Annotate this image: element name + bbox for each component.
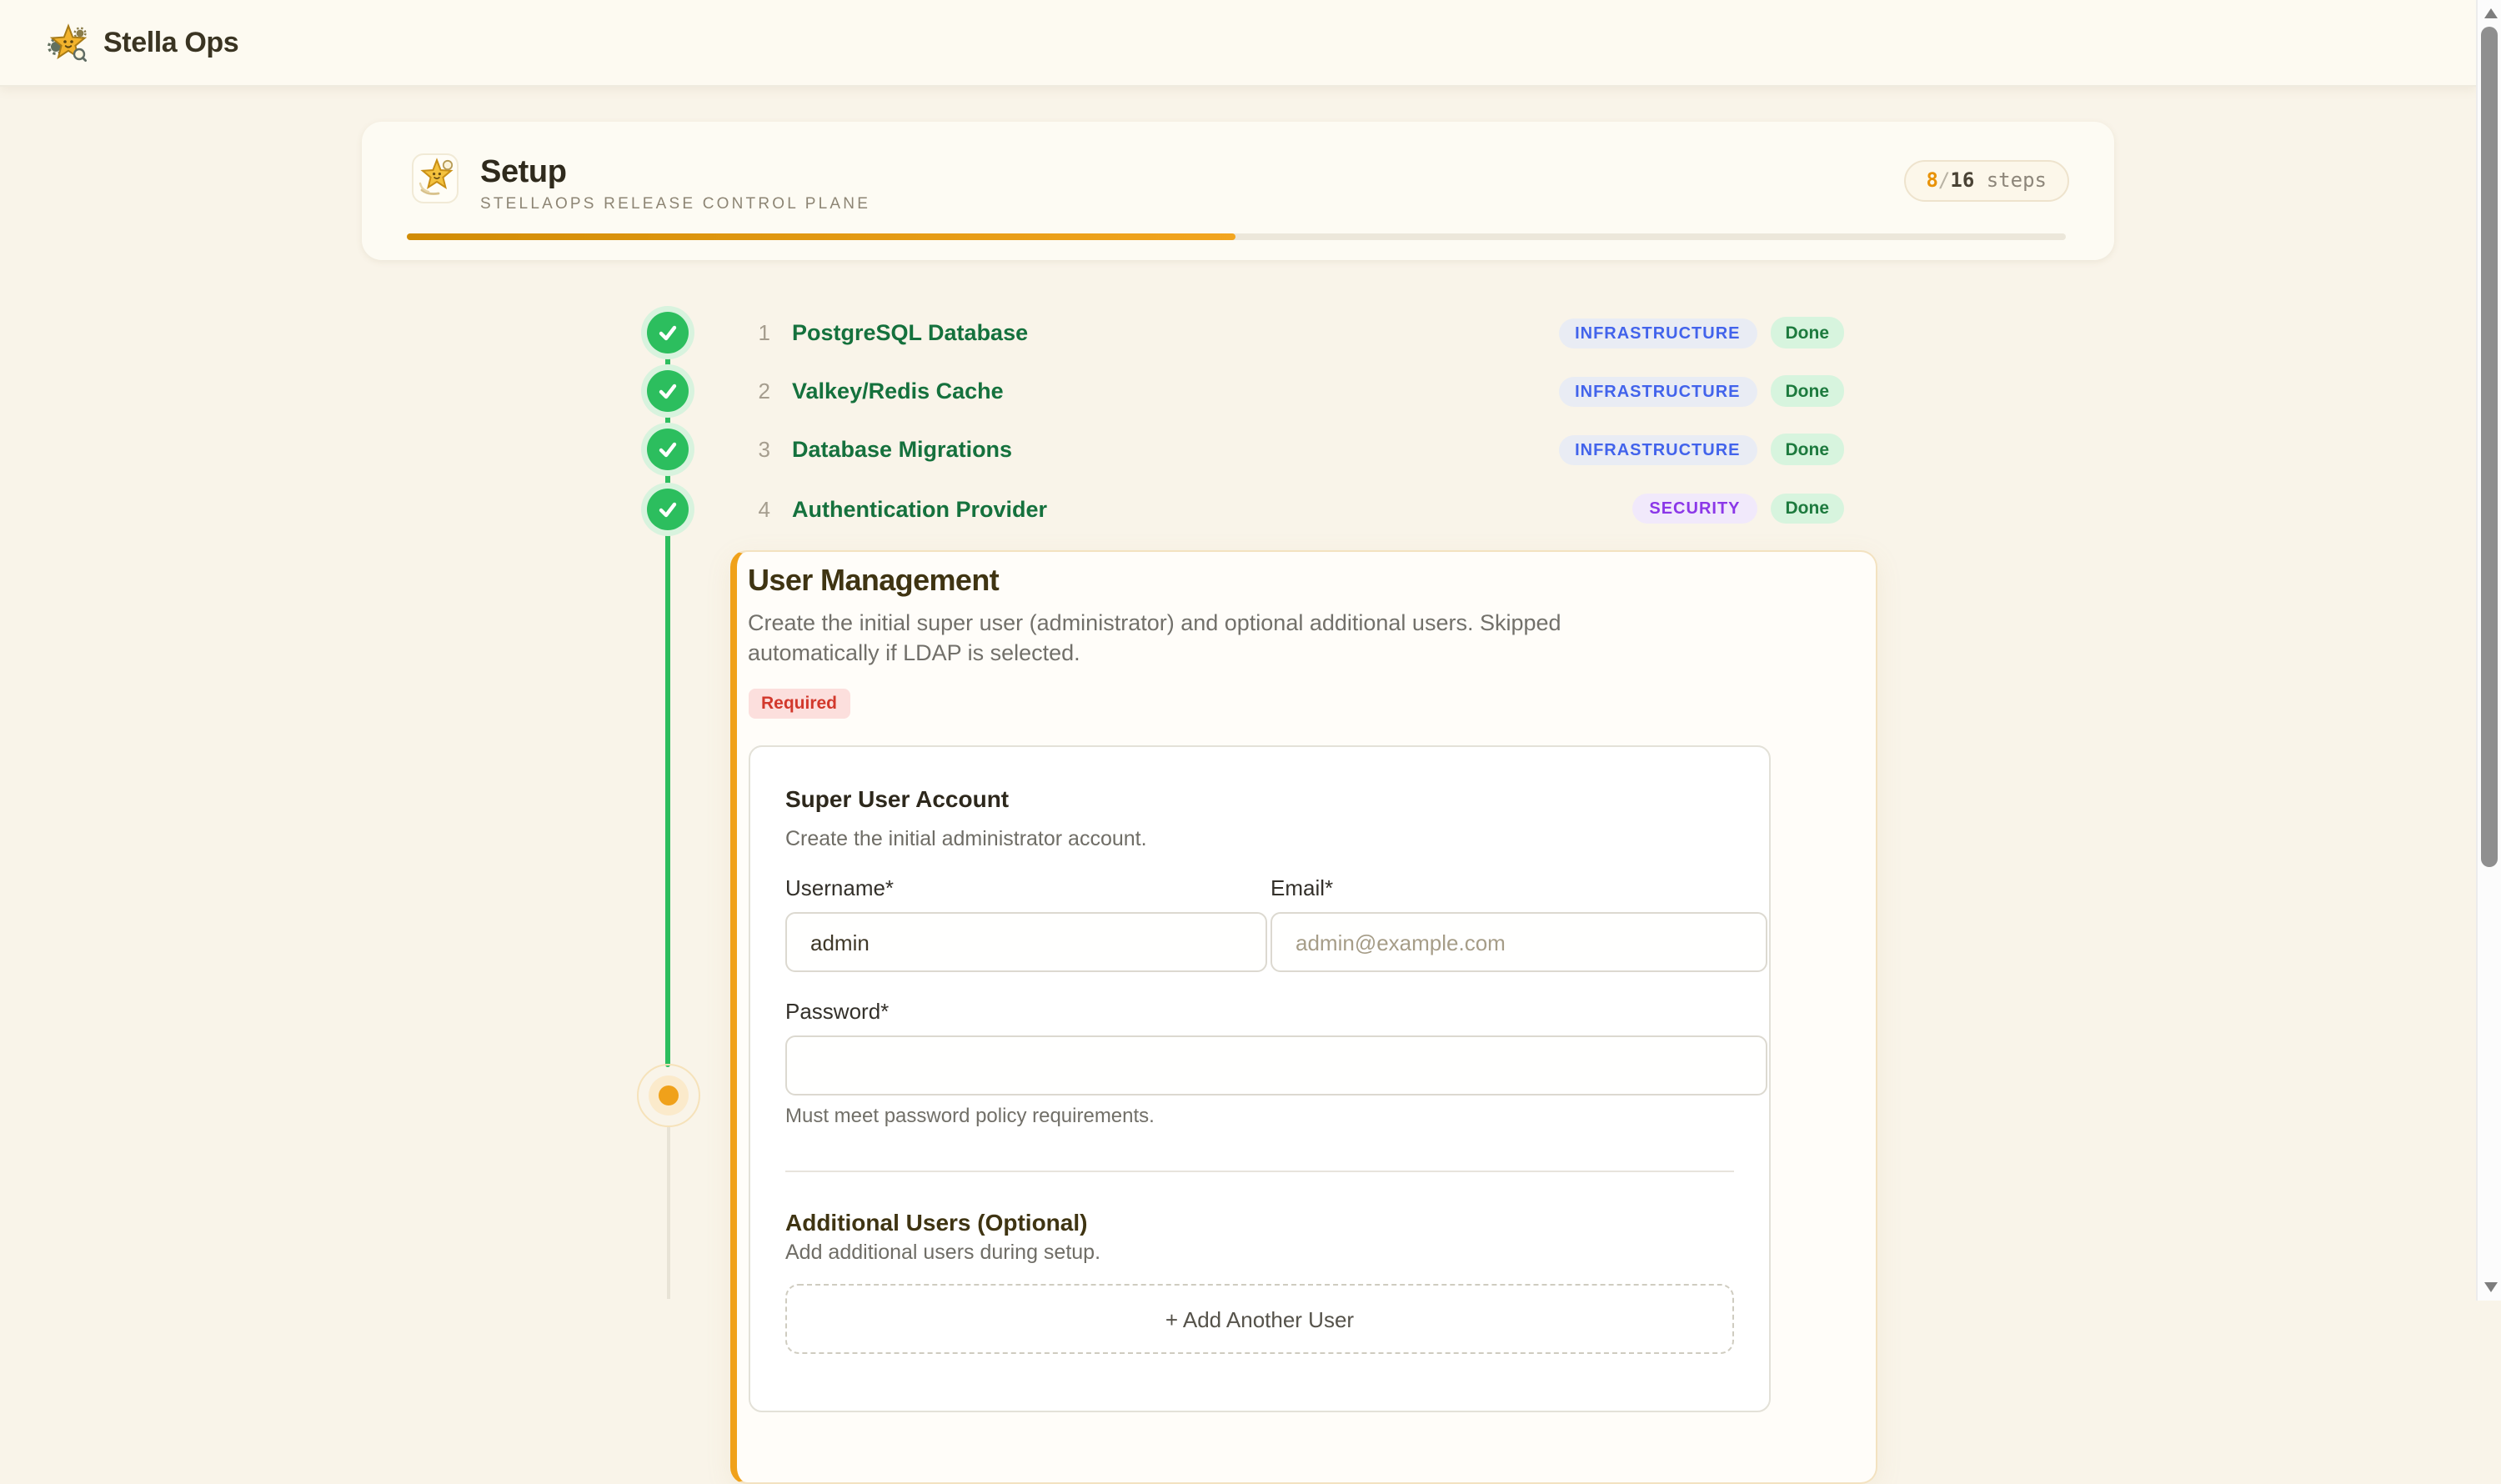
app-title: Stella Ops bbox=[103, 26, 239, 58]
super-user-title: Super User Account bbox=[785, 785, 1010, 812]
status-badge: Done bbox=[1771, 494, 1845, 524]
super-user-account-card bbox=[748, 745, 1771, 1412]
step-title[interactable]: Valkey/Redis Cache bbox=[792, 379, 1004, 404]
credentials-inputs-row bbox=[785, 912, 1769, 972]
category-badge: SECURITY bbox=[1632, 494, 1757, 524]
section-title: User Management bbox=[748, 564, 1000, 597]
step-complete-check-icon bbox=[647, 488, 689, 529]
user-management-section bbox=[730, 550, 1877, 1484]
timeline-upcoming-line bbox=[666, 1127, 670, 1299]
scrollbar-up-arrow-icon[interactable] bbox=[2483, 8, 2497, 18]
step-title[interactable]: Database Migrations bbox=[792, 437, 1013, 462]
section-description-line2: automatically if LDAP is selected. bbox=[748, 639, 1080, 664]
super-user-subtitle: Create the initial administrator account. bbox=[785, 827, 1147, 850]
section-divider bbox=[785, 1171, 1734, 1172]
section-description bbox=[748, 609, 1748, 667]
step-complete-check-icon bbox=[647, 429, 689, 470]
password-label: Password* bbox=[785, 999, 890, 1024]
step-number: 1 bbox=[758, 320, 770, 345]
step-number: 4 bbox=[758, 496, 770, 521]
step-number: 2 bbox=[758, 379, 770, 404]
status-badge: Done bbox=[1771, 318, 1845, 348]
step-title[interactable]: Authentication Provider bbox=[792, 496, 1048, 521]
step-row-postgresql-database[interactable] bbox=[640, 312, 1844, 353]
required-badge: Required bbox=[748, 689, 850, 719]
credentials-labels-row bbox=[785, 875, 1769, 900]
scrollbar-down-arrow-icon[interactable] bbox=[2483, 1281, 2497, 1291]
page-subtitle: STELLAOPS RELEASE CONTROL PLANE bbox=[480, 194, 871, 213]
step-number: 3 bbox=[758, 437, 770, 462]
current-step-marker bbox=[658, 1085, 678, 1105]
steps-suffix: steps bbox=[1974, 168, 2047, 191]
step-complete-check-icon bbox=[647, 312, 689, 353]
step-row-valkey-redis-cache[interactable] bbox=[640, 370, 1844, 412]
steps-total-count: 16 bbox=[1950, 168, 1975, 191]
category-badge: INFRASTRUCTURE bbox=[1558, 434, 1757, 464]
stella-ops-logo-icon bbox=[48, 23, 88, 63]
step-badges bbox=[1558, 376, 1844, 407]
steps-separator: / bbox=[1937, 168, 1951, 191]
add-another-user-button[interactable]: + Add Another User bbox=[785, 1284, 1734, 1354]
password-helper-text: Must meet password policy requirements. bbox=[785, 1104, 1155, 1127]
steps-progress-badge bbox=[1904, 159, 2068, 201]
step-badges bbox=[1632, 494, 1844, 524]
setup-page bbox=[0, 87, 2476, 1331]
additional-users-title: Additional Users (Optional) bbox=[785, 1209, 1088, 1236]
steps-done-count: 8 bbox=[1926, 168, 1938, 191]
step-badges bbox=[1558, 434, 1844, 465]
category-badge: INFRASTRUCTURE bbox=[1558, 318, 1757, 348]
top-bar bbox=[0, 0, 2476, 87]
vertical-scrollbar[interactable] bbox=[2476, 0, 2501, 1300]
step-row-database-migrations[interactable] bbox=[640, 429, 1844, 470]
setup-progress-fill bbox=[407, 233, 1236, 239]
email-field[interactable] bbox=[1271, 912, 1767, 972]
email-label: Email* bbox=[1271, 875, 1334, 900]
section-description-line1: Create the initial super user (administrator) and optional additional users. Skipped bbox=[748, 610, 1561, 635]
step-row-authentication-provider[interactable] bbox=[640, 488, 1844, 529]
username-field[interactable] bbox=[785, 912, 1267, 972]
setup-mascot-icon bbox=[412, 153, 459, 203]
status-badge: Done bbox=[1771, 376, 1845, 407]
additional-users-subtitle: Add additional users during setup. bbox=[785, 1241, 1101, 1264]
setup-header-card bbox=[362, 121, 2113, 260]
page-title: Setup bbox=[480, 154, 567, 189]
scrollbar-thumb[interactable] bbox=[2481, 27, 2498, 867]
step-complete-check-icon bbox=[647, 370, 689, 412]
setup-progress-bar bbox=[407, 233, 2065, 239]
username-label: Username* bbox=[785, 875, 895, 900]
password-field[interactable] bbox=[785, 1035, 1767, 1095]
step-title[interactable]: PostgreSQL Database bbox=[792, 320, 1029, 345]
category-badge: INFRASTRUCTURE bbox=[1558, 376, 1757, 406]
step-badges bbox=[1558, 318, 1844, 348]
status-badge: Done bbox=[1771, 434, 1845, 465]
